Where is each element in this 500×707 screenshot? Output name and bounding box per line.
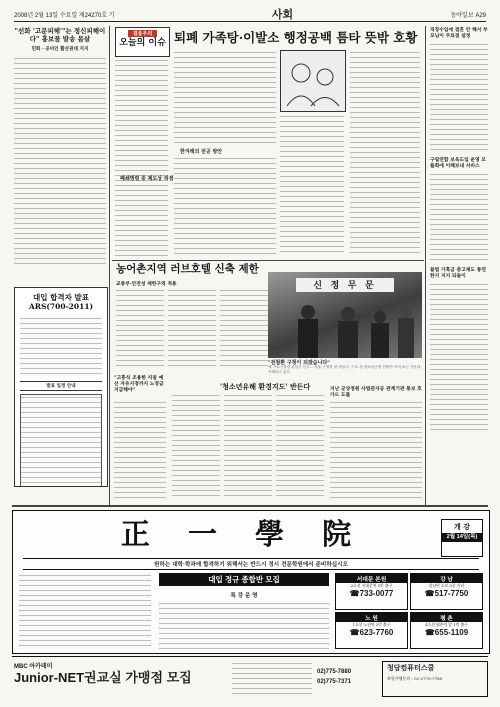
footer-right-box [382,661,488,697]
branch-card [410,612,483,649]
opening-date: 2월 14일(목) [442,533,482,542]
exam-ad-table-title: 발표 일정 안내 [20,381,102,391]
ad-top-rule [12,505,488,507]
feature-col-1 [115,58,168,258]
branch-grid [335,573,483,649]
masthead [14,7,486,22]
crowd-photo-icon [268,272,422,358]
side-headline-1: "고흥식 조용한 지침 예산 자유지정까지 노정금 지급해야" [114,375,164,393]
farm-body-3 [220,288,268,368]
footer-title: Junior-NET권교실 가맹점 모집 [14,670,192,685]
youth-body-4 [330,400,422,498]
right-body-1 [430,42,488,152]
farm-subhead: 교통부·안전성 제한구역 적용 [116,281,177,287]
ad-center-list [159,601,329,649]
right-column [430,27,488,497]
youth-body-3 [276,393,324,498]
side-body-1 [114,400,166,498]
masthead-date: 2008년 2월 13일 수요일 제24270호 기 [14,12,115,19]
feature-sub1: 폐쇄명령 중 제도상 허점 [120,176,174,182]
kicker-label: 걸음우의 [128,30,157,37]
branch-name: 평 촌 [411,613,482,622]
branch-detail: 강남역 도보 5분 거리 [428,583,465,588]
regular-class-title: 대입 정규 종합반 모집 [159,573,329,586]
feature-body-3 [280,114,344,256]
news-photo [268,272,422,358]
photo-caption-sub: 새 구로구청장 취임식 신고... 서울 구청장 첫 취임식. 구로 첫 청소년구청 전원이 지켜 보는 가운데 목례하고 있다 [268,365,421,374]
section-title: 사회 [271,8,294,21]
exam-ad-title: 대입 합격자 발표 ARS(700-2011) [28,293,94,311]
cartoon-illustration-icon [281,51,345,111]
footer-right-sub: 학원가맹문의 : 02-2775-7780 [387,676,443,681]
feature-body-4 [350,50,420,256]
feature-body-1 [174,50,276,145]
left-headline: "선화 '고문피해'"는 정신피해이다" 홍보물 발송 몸살 [14,27,106,43]
right-side-headline: 지난 군상정원 사법관자공 관계기관 통보 호가드 도를 [330,386,422,398]
branch-card [410,573,483,610]
branch-card [335,573,408,610]
branch-name: 노 원 [336,613,407,622]
academy-ad [12,510,490,654]
left-subhead: 민화 · 공비인 활산권대 지지 [31,47,89,52]
right-body-3 [430,282,488,432]
column-divider [109,26,110,506]
exam-ad-text [20,316,102,376]
opening-badge [441,519,483,557]
footer-brand: MBC 아카데미 [14,664,53,670]
right-headline-3: 불법 가혹금 층고제도 통연한지 지지 되돌이 [430,267,486,279]
exam-results-ad [14,287,108,487]
feature-body-2 [174,156,276,256]
academy-tagline: 원하는 대학·학과에 합격하기 위해서는 반드시 정시 전문학원에서 준비하십시오 [23,558,479,570]
exam-ad-table [20,394,102,487]
photo-sign: 신 정 무 문 [296,278,394,292]
ad-left-list [19,573,151,649]
academy-logo: 正 一 學 院 [120,517,366,551]
branch-phone: ☎733-0077 [349,589,394,598]
youth-body-1 [172,393,220,498]
branch-detail: 4호선 평촌역 앞 1번 출구 [425,622,468,627]
feature-illustration [280,50,346,112]
footer-text [232,661,312,695]
kicker-box [115,27,170,57]
branch-card [335,612,408,649]
branch-phone: ☎517-7750 [424,589,469,598]
branch-detail: 1호선 노원역 2번 출구 [352,622,391,627]
feature-headline: 퇴폐 가족탕·이발소 행정공백 틈타 뜻밖 호황 [174,30,418,45]
farm-headline: 농어촌지역 러브호텔 신축 제한 [116,263,259,275]
right-headline-2: 구립연합 보육도입 운영 모를회에 이해보내 서비스 [430,157,486,169]
branch-detail: 2호선 서대문역 5번 출구 [350,583,393,588]
branch-name: 서대문 본원 [336,574,407,583]
youth-body-2 [224,393,272,498]
footer-ad [12,656,488,701]
kicker-title: 오늘의 이슈 [119,38,166,48]
branch-phone: ☎623-7760 [349,628,394,637]
opening-badge-top: 개 강 [454,522,470,531]
farm-body-2 [168,288,216,368]
footer-right-title: 청담컴퓨터스쿨 [387,665,435,672]
branch-phone: ☎655-1109 [424,628,469,637]
right-headline-1: 직장수입에 결혼 안 해서 부모님이 무료점 설정 [430,27,488,39]
feature-sub2: 한겨레의 전공 방안 [180,149,223,155]
section-divider [112,260,424,261]
youth-headline: '청소년유해 환경지도' 반든다 [220,382,311,391]
left-column [14,27,106,277]
photo-caption: "전철환 구청이 되겠습니다" [268,360,330,366]
left-body-text [14,56,106,266]
branch-name: 강 남 [411,574,482,583]
special-course-label: 특 강 운 영 [230,593,258,599]
masthead-page: 동아일보 A29 [450,12,486,19]
farm-body-1 [116,288,164,368]
right-body-2 [430,172,488,262]
footer-phone-1: 02)775-7880 [317,669,352,675]
footer-phone-2: 02)775-7371 [317,679,352,685]
column-divider [425,26,426,506]
